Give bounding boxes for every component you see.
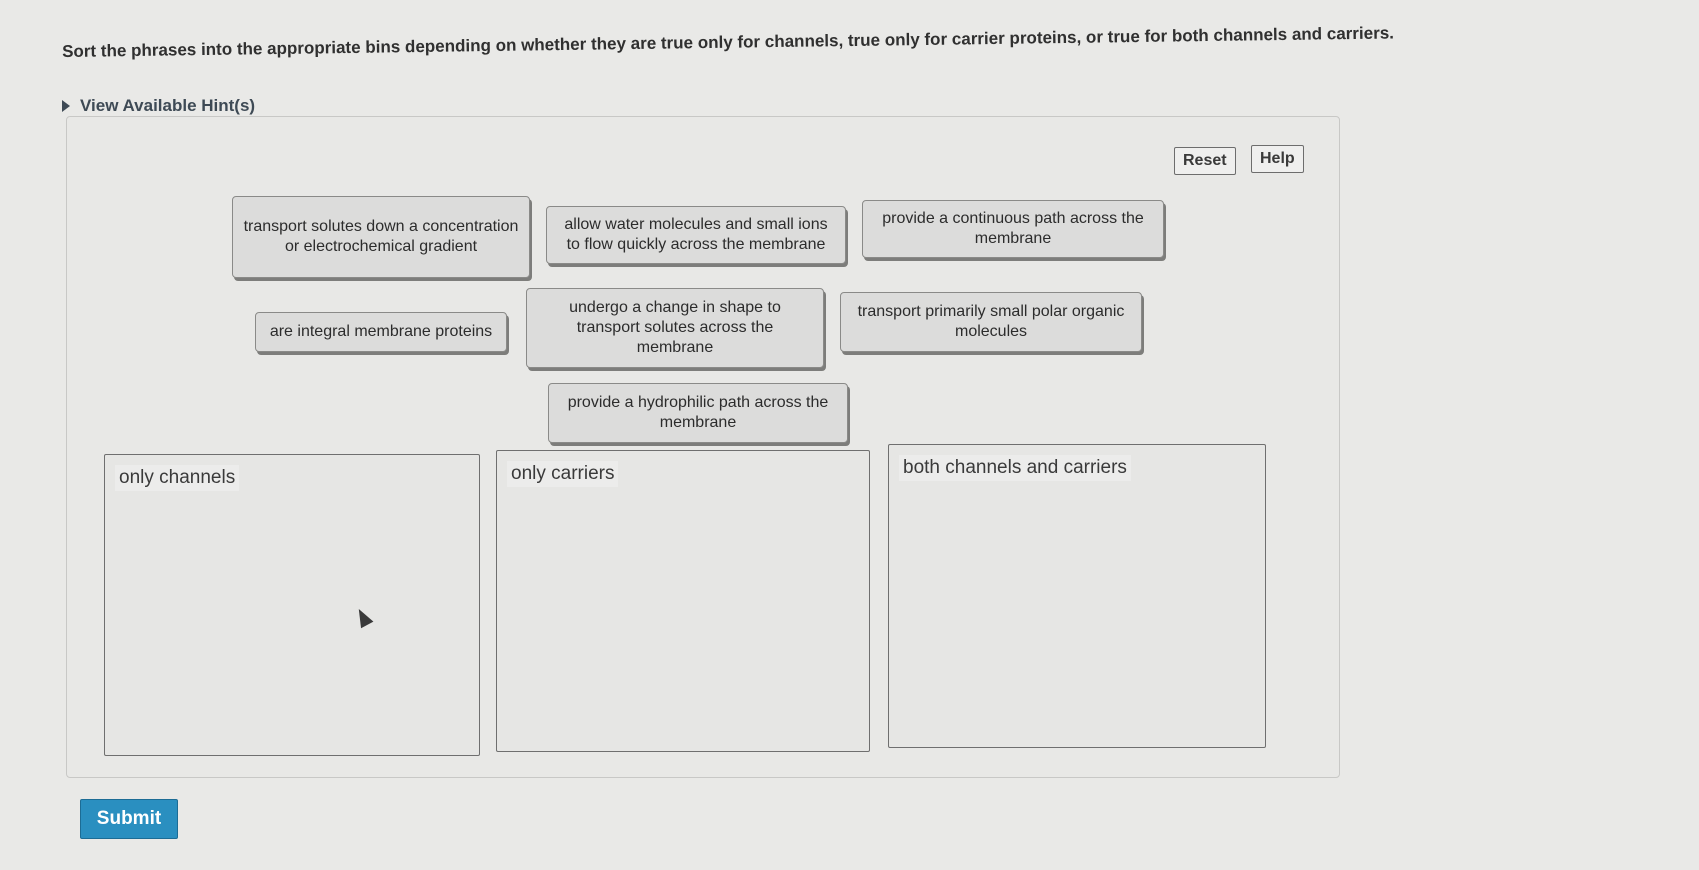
bin-only-carriers[interactable] bbox=[496, 450, 870, 752]
phrase-chip[interactable]: are integral membrane proteins bbox=[255, 312, 507, 352]
reset-button[interactable]: Reset bbox=[1174, 147, 1236, 175]
submit-button[interactable]: Submit bbox=[80, 799, 178, 839]
view-hints-label: View Available Hint(s) bbox=[80, 96, 256, 115]
bin-only-channels[interactable] bbox=[104, 454, 480, 756]
phrase-chip[interactable]: transport solutes down a concentration or electrochemical gradient bbox=[232, 196, 530, 278]
bin-both-channels-and-carriers[interactable] bbox=[888, 444, 1266, 748]
bin-label: only channels bbox=[115, 465, 239, 491]
phrase-chip[interactable]: undergo a change in shape to transport solutes across the membrane bbox=[526, 288, 824, 368]
bin-label: only carriers bbox=[507, 461, 618, 487]
bin-label: both channels and carriers bbox=[899, 455, 1131, 481]
phrase-chip[interactable]: provide a hydrophilic path across the membrane bbox=[548, 383, 848, 443]
phrase-chip[interactable]: transport primarily small polar organic molecules bbox=[840, 292, 1142, 352]
help-button[interactable]: Help bbox=[1251, 145, 1304, 173]
phrase-chip[interactable]: provide a continuous path across the membrane bbox=[862, 200, 1164, 258]
view-hints-link[interactable] bbox=[62, 96, 255, 116]
instructions-text: Sort the phrases into the appropriate bins depending on whether they are true only for channels, true only for carrier proteins, or true for both channels and carriers. bbox=[62, 23, 1395, 61]
phrase-chip[interactable]: allow water molecules and small ions to flow quickly across the membrane bbox=[546, 206, 846, 264]
expand-triangle-icon bbox=[62, 100, 70, 112]
